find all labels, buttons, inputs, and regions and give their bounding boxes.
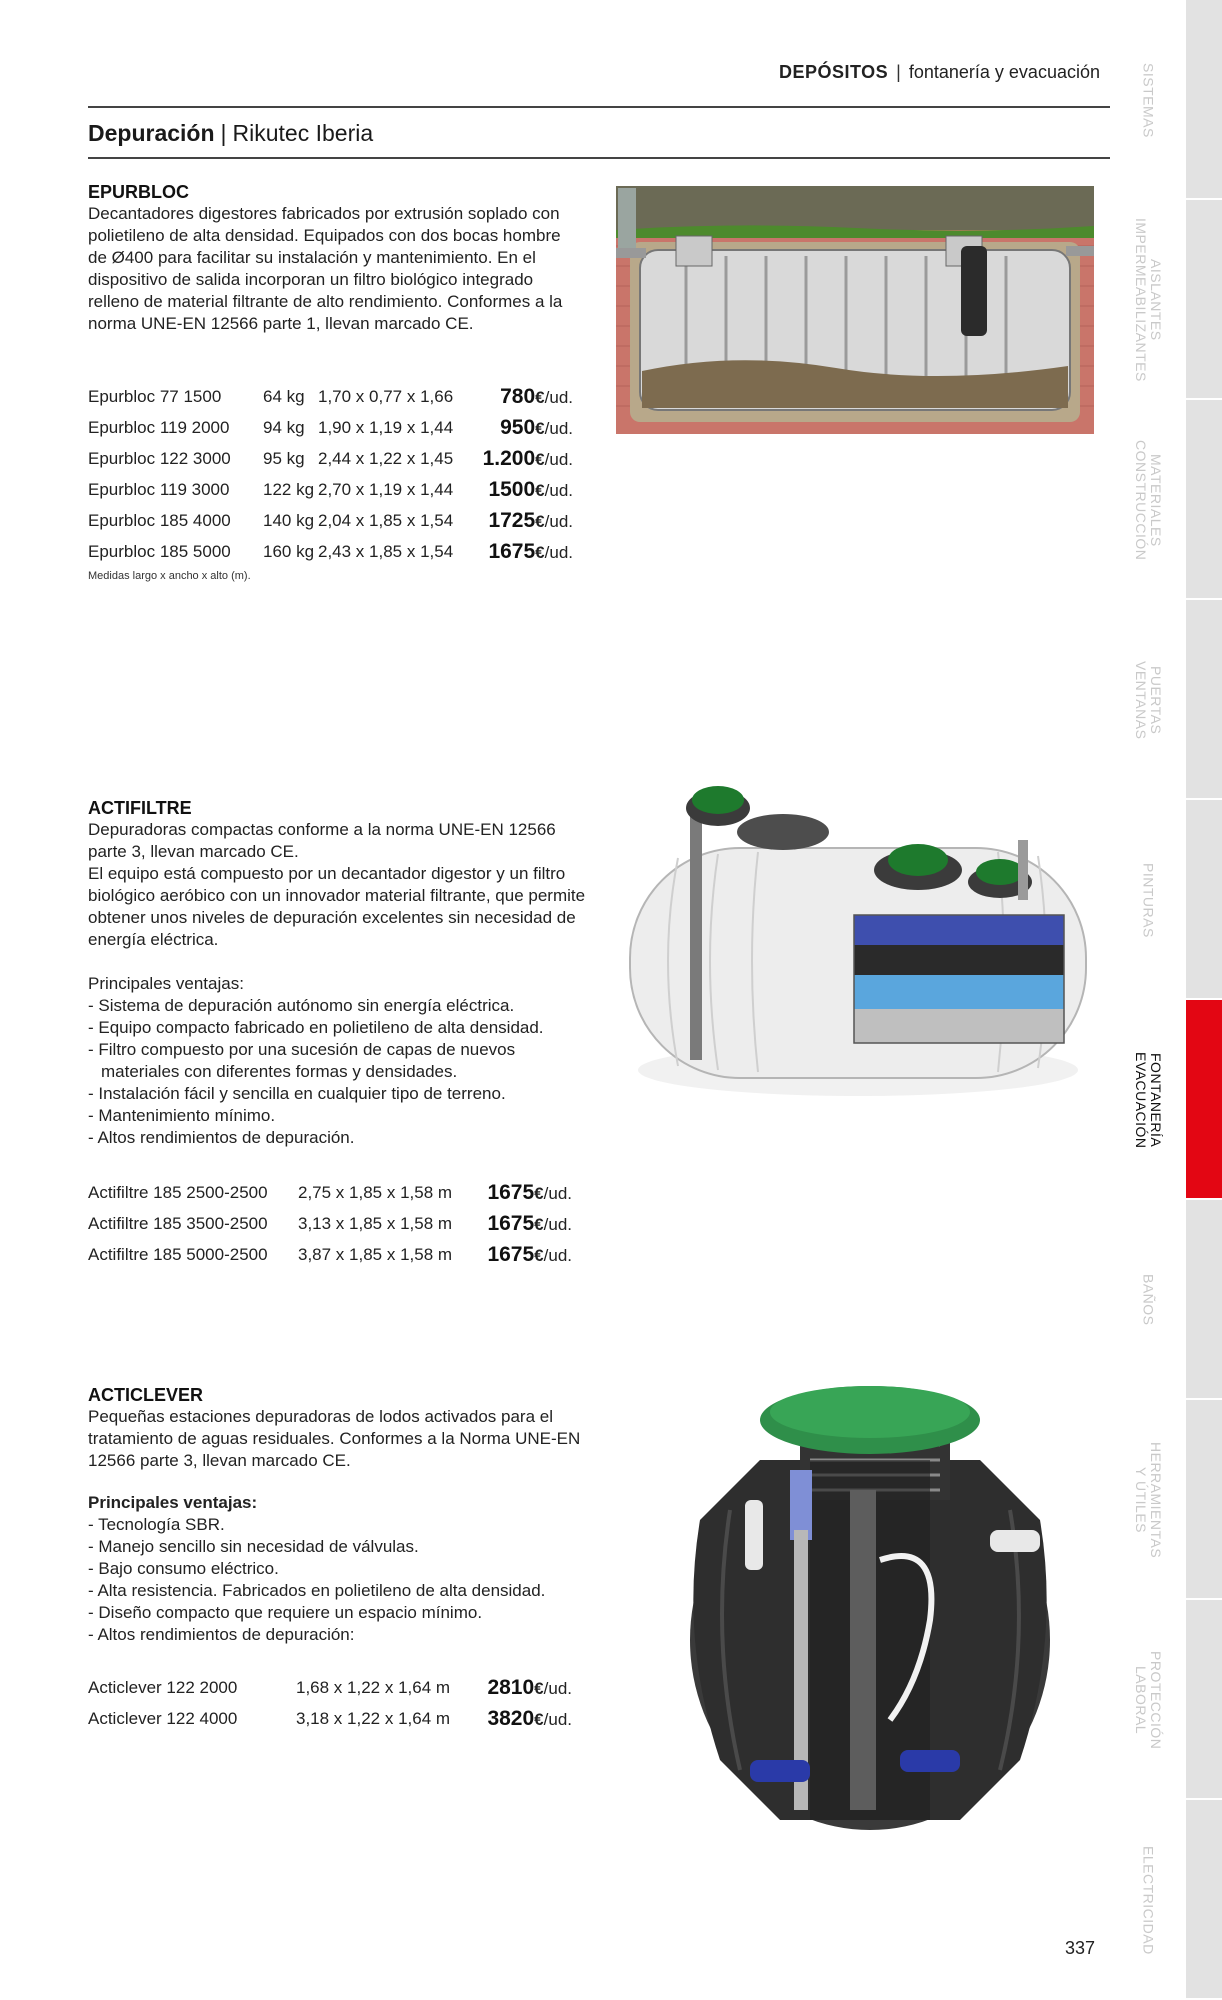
product-weight: 95 kg xyxy=(263,448,305,468)
table-row xyxy=(88,443,573,474)
sidebar-label-herramientas: HERRAMIENTAS Y ÚTILES xyxy=(1133,1441,1164,1559)
sidebar-tabs xyxy=(1186,0,1222,2000)
price-value: 1675 xyxy=(488,539,536,563)
product-name: Acticlever 122 4000 xyxy=(88,1708,238,1728)
epurbloc-image xyxy=(616,186,1094,434)
table-row xyxy=(88,1208,572,1239)
list-item: - Manejo sencillo sin necesidad de válvulas. xyxy=(88,1537,419,1556)
product-name: Epurbloc 77 1500 xyxy=(88,386,222,406)
product-dims: 3,87 x 1,85 x 1,58 m xyxy=(298,1244,453,1264)
epurbloc-description: Decantadores digestores fabricados por extrusión soplado con polietileno de alta densidad. Equipados con dos bocas hombre de Ø400 para facilitar su instalación y mantenimiento. En el dispositivo de salida incorporan un filtro biológico integrado relleno de material filtrante de alto rendimiento. Conformes a la norma UNE-EN 12566 parte 1, llevan marcado CE. xyxy=(88,204,563,333)
product-price xyxy=(468,381,573,412)
price-unit: /ud. xyxy=(544,449,573,469)
sidebar-tab-aislantes[interactable] xyxy=(1186,200,1222,400)
product-name: Actifiltre 185 3500-2500 xyxy=(88,1213,268,1233)
list-item: - Alta resistencia. Fabricados en polietileno de alta densidad. xyxy=(88,1581,546,1600)
product-name: Epurbloc 119 2000 xyxy=(88,417,230,437)
product-weight: 94 kg xyxy=(263,417,305,437)
acticlever-title: ACTICLEVER xyxy=(88,1385,204,1405)
list-item: - Altos rendimientos de depuración. xyxy=(88,1128,355,1147)
product-dims: 2,75 x 1,85 x 1,58 m xyxy=(298,1182,453,1202)
acticlever-image xyxy=(660,1380,1080,1840)
epurbloc-price-table xyxy=(88,381,573,567)
product-price xyxy=(468,1208,572,1239)
sidebar-tab-materiales[interactable] xyxy=(1186,400,1222,600)
list-item: - Mantenimiento mínimo. xyxy=(88,1106,276,1125)
epurbloc-title: EPURBLOC xyxy=(88,182,190,202)
currency-symbol: € xyxy=(534,1245,544,1265)
price-value: 1725 xyxy=(488,508,536,532)
actifiltre-description: Depuradoras compactas conforme a la norma UNE-EN 12566 parte 3, llevan marcado CE. xyxy=(88,820,556,861)
price-unit: /ud. xyxy=(544,387,573,407)
product-price xyxy=(468,1239,572,1270)
sidebar-tab-fontaneria[interactable] xyxy=(1186,1000,1222,1200)
currency-symbol: € xyxy=(535,449,545,469)
list-item: - Altos rendimientos de depuración: xyxy=(88,1625,355,1644)
price-value: 2810 xyxy=(487,1675,535,1699)
section-title: Depuración | Rikutec Iberia xyxy=(88,120,374,146)
product-name: Epurbloc 185 5000 xyxy=(88,541,231,561)
product-price xyxy=(468,412,573,443)
price-value: 950 xyxy=(500,415,536,439)
header-category: DEPÓSITOS xyxy=(778,62,889,82)
actifiltre-price-table xyxy=(88,1177,572,1270)
acticlever-description: Pequeñas estaciones depuradoras de lodos activados para el tratamiento de aguas residuales. Conformes a la Norma UNE-EN 12566 parte 3, llevan marcado CE. xyxy=(88,1407,581,1470)
header-divider xyxy=(88,106,1110,108)
list-item: - Instalación fácil y sencilla en cualquier tipo de terreno. xyxy=(88,1084,506,1103)
product-name: Epurbloc 185 4000 xyxy=(88,510,231,530)
currency-symbol: € xyxy=(534,1214,544,1234)
section-brand: Rikutec Iberia xyxy=(232,120,374,146)
price-value: 1500 xyxy=(488,477,536,501)
product-price xyxy=(468,474,573,505)
price-unit: /ud. xyxy=(543,1214,572,1234)
table-row xyxy=(88,536,573,567)
price-unit: /ud. xyxy=(543,1678,572,1698)
product-name: Epurbloc 122 3000 xyxy=(88,448,231,468)
sidebar-label-banos: BAÑOS xyxy=(1140,1274,1157,1326)
sidebar-label-sistemas: SISTEMAS xyxy=(1140,62,1157,138)
product-name: Actifiltre 185 5000-2500 xyxy=(88,1244,268,1264)
table-row xyxy=(88,1239,572,1270)
sidebar-tab-proteccion[interactable] xyxy=(1186,1600,1222,1800)
product-weight: 160 kg xyxy=(263,541,315,561)
sidebar-tab-electricidad[interactable] xyxy=(1186,1800,1222,2000)
currency-symbol: € xyxy=(535,387,545,407)
acticlever-advantages-list xyxy=(88,1514,593,1646)
table-row xyxy=(88,505,573,536)
product-dims: 3,18 x 1,22 x 1,64 m xyxy=(296,1708,451,1728)
sidebar-tab-sistemas[interactable] xyxy=(1186,0,1222,200)
sidebar-label-electricidad: ELECTRICIDAD xyxy=(1140,1845,1157,1955)
product-price xyxy=(468,536,573,567)
page-number: 337 xyxy=(1064,1938,1095,1958)
product-dims: 1,90 x 1,19 x 1,44 xyxy=(318,417,454,437)
price-unit: /ud. xyxy=(544,542,573,562)
list-item: - Tecnología SBR. xyxy=(88,1515,225,1534)
product-dims: 2,70 x 1,19 x 1,44 xyxy=(318,479,454,499)
currency-symbol: € xyxy=(534,1678,544,1698)
price-unit: /ud. xyxy=(544,418,573,438)
price-value: 1675 xyxy=(487,1180,535,1204)
product-name: Actifiltre 185 2500-2500 xyxy=(88,1182,268,1202)
price-value: 1675 xyxy=(487,1242,535,1266)
price-value: 3820 xyxy=(487,1706,535,1730)
price-value: 1675 xyxy=(487,1211,535,1235)
product-name: Epurbloc 119 3000 xyxy=(88,479,230,499)
actifiltre-advantages-title: Principales ventajas: xyxy=(88,974,244,993)
epurbloc-section xyxy=(88,182,578,335)
price-unit: /ud. xyxy=(544,480,573,500)
actifiltre-title: ACTIFILTRE xyxy=(88,798,192,818)
price-unit: /ud. xyxy=(543,1245,572,1265)
acticlever-price-table xyxy=(88,1672,572,1734)
price-unit: /ud. xyxy=(544,511,573,531)
product-dims: 2,04 x 1,85 x 1,54 xyxy=(318,510,454,530)
list-item: - Diseño compacto que requiere un espacio mínimo. xyxy=(88,1603,483,1622)
table-row xyxy=(88,412,573,443)
currency-symbol: € xyxy=(535,480,545,500)
section-divider xyxy=(88,157,1110,159)
table-row xyxy=(88,1177,572,1208)
sidebar-tab-banos[interactable] xyxy=(1186,1200,1222,1400)
table-row xyxy=(88,474,573,505)
price-unit: /ud. xyxy=(543,1183,572,1203)
list-item: - Bajo consumo eléctrico. xyxy=(88,1559,279,1578)
currency-symbol: € xyxy=(535,511,545,531)
actifiltre-image xyxy=(618,770,1098,1110)
page-header: DEPÓSITOS | fontanería y evacuación xyxy=(778,62,1100,82)
list-item: - Sistema de depuración autónomo sin energía eléctrica. xyxy=(88,996,515,1015)
product-price xyxy=(468,1672,572,1703)
product-price xyxy=(468,1703,572,1734)
section-title-text: Depuración xyxy=(88,120,215,146)
table-row xyxy=(88,1672,572,1703)
header-subcategory: fontanería y evacuación xyxy=(908,62,1100,82)
product-dims: 1,68 x 1,22 x 1,64 m xyxy=(296,1677,451,1697)
table-row xyxy=(88,1703,572,1734)
acticlever-advantages-title: Principales ventajas: xyxy=(88,1493,258,1512)
currency-symbol: € xyxy=(534,1709,544,1729)
product-weight: 122 kg xyxy=(263,479,315,499)
product-name: Acticlever 122 2000 xyxy=(88,1677,238,1697)
currency-symbol: € xyxy=(535,542,545,562)
currency-symbol: € xyxy=(534,1183,544,1203)
list-item: - Filtro compuesto por una sucesión de capas de nuevos materiales con diferentes formas y densidades. xyxy=(88,1040,516,1081)
sidebar-label-puertas: PUERTAS VENTANAS xyxy=(1133,660,1164,740)
actifiltre-section xyxy=(88,798,598,1149)
sidebar-tab-herramientas[interactable] xyxy=(1186,1400,1222,1600)
actifiltre-description-2: El equipo está compuesto por un decantador digestor y un filtro biológico aeróbico con un innovador material filtrante, que permite obtener unos niveles de depuración excelentes sin necesidad de energía eléctrica. xyxy=(88,864,586,949)
product-dims: 2,44 x 1,22 x 1,45 xyxy=(318,448,454,468)
product-dims: 1,70 x 0,77 x 1,66 xyxy=(318,386,454,406)
product-weight: 64 kg xyxy=(263,386,305,406)
sidebar-tab-pinturas[interactable] xyxy=(1186,800,1222,1000)
sidebar-label-fontaneria: FONTANERÍA EVACUACIÓN xyxy=(1133,1051,1164,1149)
acticlever-section xyxy=(88,1385,593,1646)
product-dims: 3,13 x 1,85 x 1,58 m xyxy=(298,1213,453,1233)
product-price xyxy=(468,505,573,536)
list-item: - Equipo compacto fabricado en polietileno de alta densidad. xyxy=(88,1018,544,1037)
product-weight: 140 kg xyxy=(263,510,315,530)
product-price xyxy=(468,443,573,474)
price-value: 1.200 xyxy=(482,446,536,470)
actifiltre-advantages-list xyxy=(88,995,598,1149)
sidebar-label-pinturas: PINTURAS xyxy=(1140,862,1157,938)
table-row xyxy=(88,381,573,412)
currency-symbol: € xyxy=(535,418,545,438)
sidebar-label-aislantes: AISLANTES IMPERMEABILIZANTES xyxy=(1133,218,1164,382)
product-price xyxy=(468,1177,572,1208)
product-dims: 2,43 x 1,85 x 1,54 xyxy=(318,541,454,561)
measurement-note: Medidas largo x ancho x alto (m). xyxy=(88,570,251,582)
price-unit: /ud. xyxy=(543,1709,572,1729)
price-value: 780 xyxy=(500,384,536,408)
sidebar-label-proteccion: PROTECCIÓN LABORAL xyxy=(1133,1650,1164,1750)
sidebar-tab-puertas[interactable] xyxy=(1186,600,1222,800)
sidebar-label-materiales: MATERIALES CONSTRUCCIÓN xyxy=(1133,439,1164,561)
